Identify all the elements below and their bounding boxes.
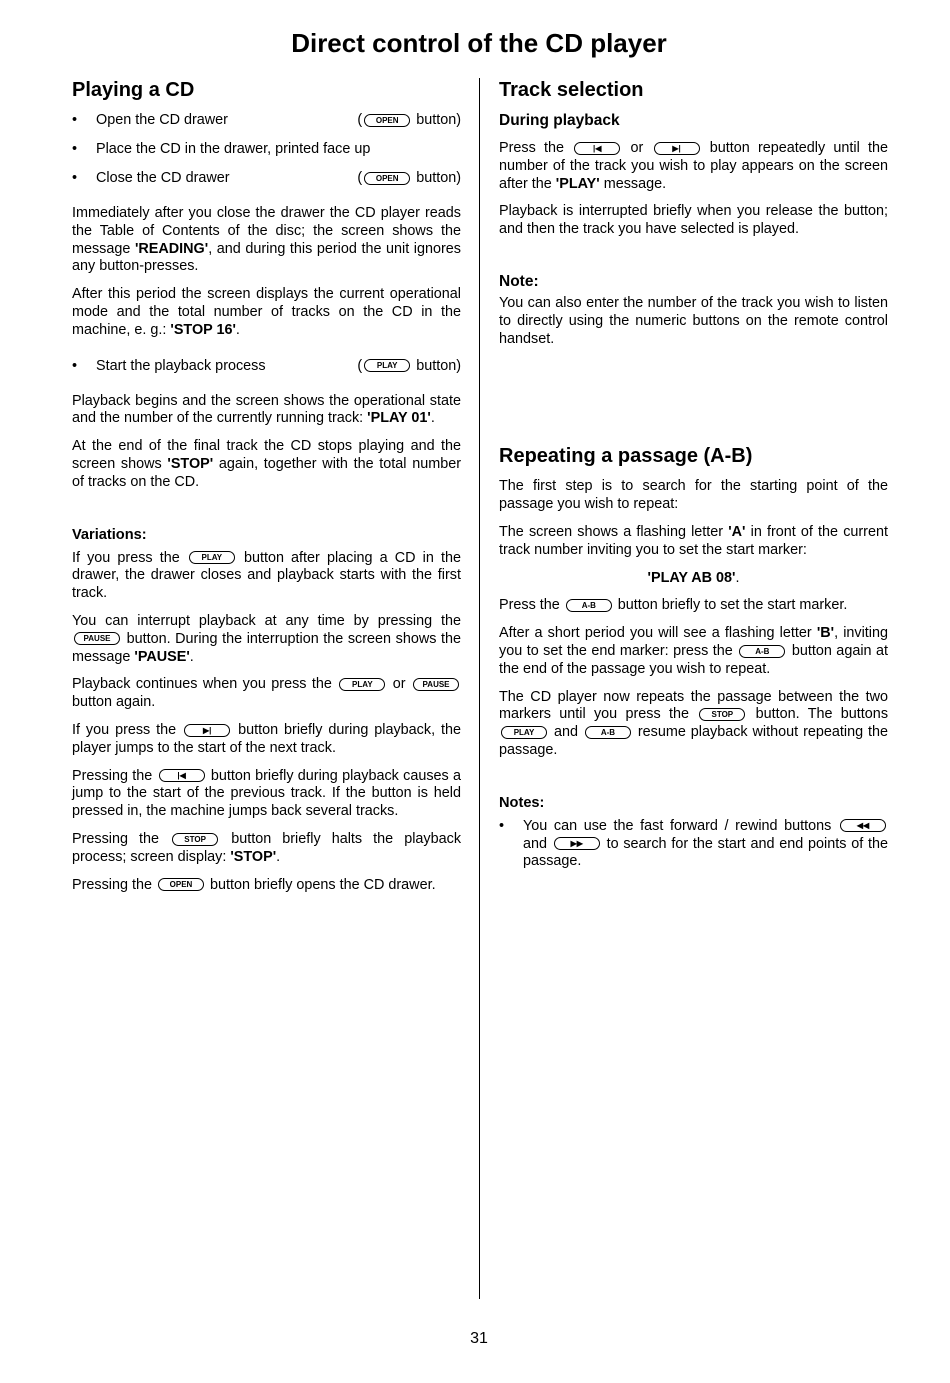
left-column xyxy=(72,78,461,904)
variation-continue: Playback continues when you press the PLAY or PAUSE button again. xyxy=(72,676,461,712)
stop-button-icon: STOP xyxy=(699,708,745,721)
bullet-dot: • xyxy=(499,817,505,834)
note-heading: Note: xyxy=(499,272,539,290)
variation-play: If you press the PLAY button after placing a CD in the drawer, the drawer closes and playback starts with the first track. xyxy=(72,549,461,602)
rewind-button-icon: ◀◀ xyxy=(840,819,886,832)
pause-button-icon: PAUSE xyxy=(413,678,459,691)
next-track-button-icon: ▶| xyxy=(654,142,700,155)
variation-stop: Pressing the STOP button briefly halts the playback process; screen display: 'STOP'. xyxy=(72,830,462,865)
bullet-start-playback: • Start the playback process ( PLAY button) xyxy=(72,357,461,374)
stop-paragraph: After this period the screen displays the current operational mode and the total number of tracks on the CD in the machine, e. g.: 'STOP 16'. xyxy=(72,286,461,338)
repeat-now: The CD player now repeats the passage between the two markers until you press the STOP button. The buttons PLAY and A-B resume playback without repeating the passage. xyxy=(499,688,889,758)
bullet-dot: • xyxy=(72,357,78,374)
next-track-button-icon: ▶| xyxy=(184,724,230,737)
ab-button-icon: A-B xyxy=(739,645,785,658)
repeating-passage-heading: Repeating a passage (A-B) xyxy=(499,445,753,468)
variation-open: Pressing the OPEN button briefly opens the CD drawer. xyxy=(72,876,436,893)
playback-paragraph: Playback begins and the screen shows the operational state and the number of the currently running track: 'PLAY 01'. xyxy=(72,392,461,427)
variation-next: If you press the ▶| button briefly during playback, the player jumps to the start of the next track. xyxy=(72,721,462,756)
open-button-icon: OPEN xyxy=(158,878,204,891)
play-button-icon: PLAY xyxy=(189,551,235,564)
variation-previous: Pressing the |◀ button briefly during playback causes a jump to the start of the previous track. If the button is held pressed in, the machine jumps back several tracks. xyxy=(72,767,462,820)
ab-button-icon: A-B xyxy=(585,726,631,739)
open-button-icon: OPEN xyxy=(364,172,410,185)
bullet-close-drawer: • Close the CD drawer ( OPEN button) xyxy=(72,170,461,186)
fast-forward-button-icon: ▶▶ xyxy=(554,837,600,850)
bullet-open-drawer: • Open the CD drawer ( OPEN button) xyxy=(72,112,461,128)
variations-heading: Variations: xyxy=(72,526,147,543)
bullet-dot: • xyxy=(72,141,78,157)
stop-button-icon: STOP xyxy=(172,833,218,846)
repeat-flashing-a: The screen shows a flashing letter 'A' in front of the current track number inviting you to set the start marker: xyxy=(499,523,888,558)
repeat-display: 'PLAY AB 08'. xyxy=(647,569,740,586)
play-button-icon: PLAY xyxy=(339,678,385,691)
right-column xyxy=(499,78,888,871)
repeat-first-step: The first step is to search for the starting point of the passage you wish to repeat: xyxy=(499,478,888,513)
play-button-icon: PLAY xyxy=(364,359,410,372)
repeat-set-end: After a short period you will see a flashing letter 'B', inviting you to set the end marker: press the A-B button again at the end of the passage you wish to repeat. xyxy=(499,625,889,677)
column-divider xyxy=(479,78,480,1299)
play-button-icon: PLAY xyxy=(501,726,547,739)
track-select-paragraph: Press the |◀ or ▶| button repeatedly until the number of the track you wish to play appears on the screen after the 'PLAY' message. xyxy=(499,140,889,192)
notes-heading: Notes: xyxy=(499,794,545,811)
bullet-dot: • xyxy=(72,170,78,186)
pause-button-icon: PAUSE xyxy=(74,632,120,645)
interrupt-paragraph: Playback is interrupted briefly when you release the button; and then the track you have selected is played. xyxy=(499,203,888,238)
page-number: 31 xyxy=(470,1330,488,1347)
previous-track-button-icon: |◀ xyxy=(159,769,205,782)
end-paragraph: At the end of the final track the CD stops playing and the screen shows 'STOP' again, together with the total number of tracks on the CD. xyxy=(72,438,462,490)
repeat-set-start: Press the A-B button briefly to set the start marker. xyxy=(499,597,848,614)
variation-pause: You can interrupt playback at any time by pressing the PAUSE button. During the interruption the screen shows the message 'PAUSE'. xyxy=(72,612,461,665)
note-paragraph: You can also enter the number of the track you wish to listen to directly using the numeric buttons on the remote control handset. xyxy=(499,294,888,347)
open-button-icon: OPEN xyxy=(364,114,410,127)
notes-bullet-ff-rew: • You can use the fast forward / rewind buttons ◀◀ and ▶▶ to search for the start and end points of the passage. xyxy=(499,817,888,870)
during-playback-subheading: During playback xyxy=(499,112,620,129)
playing-cd-heading: Playing a CD xyxy=(72,79,195,101)
ab-button-icon: A-B xyxy=(566,599,612,612)
bullet-place-cd: • Place the CD in the drawer, printed face up xyxy=(72,141,371,157)
page-title: Direct control of the CD player xyxy=(291,28,667,58)
previous-track-button-icon: |◀ xyxy=(574,142,620,155)
track-selection-heading: Track selection xyxy=(499,79,644,101)
bullet-dot: • xyxy=(72,112,78,128)
reading-paragraph: Immediately after you close the drawer the CD player reads the Table of Contents of the disc; the screen shows the message 'READING', and during this period the unit ignores any button-presses. xyxy=(72,205,461,275)
